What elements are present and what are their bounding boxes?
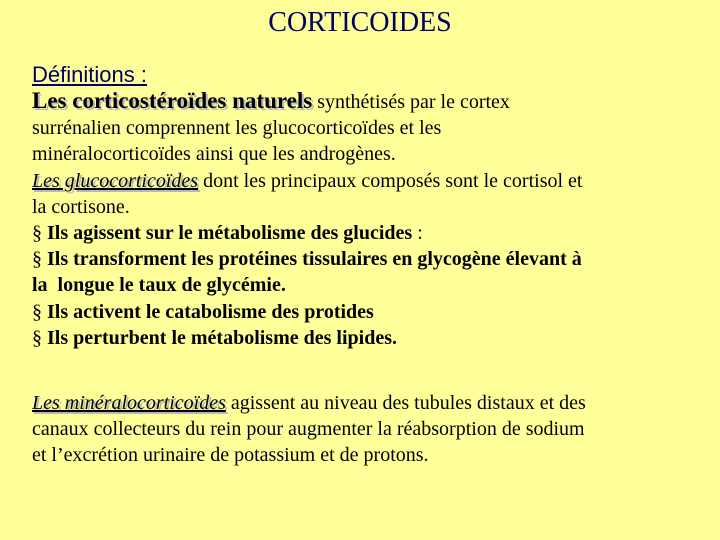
- gluco-line-2: la cortisone.: [32, 195, 130, 218]
- intro-term: Les corticostéroïdes naturels: [32, 88, 313, 113]
- gluco-bullet-4-text: Ils perturbent le métabolisme des lipides.: [42, 326, 397, 349]
- intro-line-3: minéralocorticoïdes ainsi que les androgènes.: [32, 143, 396, 166]
- intro-line-2: surrénalien comprennent les glucocorticoïdes et les: [32, 117, 442, 140]
- bullet-marker: §: [32, 222, 42, 245]
- mineralo-line-2: canaux collecteurs du rein pour augmenter la réabsorption de sodium: [32, 418, 585, 441]
- gluco-bullet-2-text: Ils transforment les protéines tissulaires en glycogène élevant à: [42, 248, 582, 271]
- gluco-bullet-4: [32, 325, 702, 351]
- definitions-heading-text: Définitions :: [32, 62, 147, 87]
- gluco-bullet-2-continuation: la longue le taux de glycémie.: [32, 274, 286, 297]
- gluco-term: Les glucocorticoïdes: [32, 169, 199, 192]
- gluco-bullet-3: [32, 299, 702, 325]
- bullet-marker: §: [32, 300, 42, 323]
- mineralo-line-1: [32, 390, 702, 416]
- intro-line-1: [32, 88, 702, 115]
- bullet-marker: §: [32, 326, 42, 349]
- gluco-bullet-3-text: Ils activent le catabolisme des protides: [42, 300, 374, 323]
- bullet-marker: §: [32, 248, 42, 271]
- gluco-bullet-1-text: Ils agissent sur le métabolisme des glucides: [42, 222, 413, 245]
- gluco-bullet-1-suffix: :: [412, 222, 423, 245]
- definitions-body: [32, 88, 702, 469]
- slide-title: CORTICOIDES: [268, 7, 452, 38]
- gluco-line-1: [32, 168, 702, 194]
- gluco-bullet-1: [32, 220, 702, 246]
- definitions-heading: [32, 60, 147, 90]
- gluco-bullet-2: [32, 246, 702, 272]
- intro-line-1-rest: synthétisés par le cortex: [312, 91, 510, 113]
- paragraph-spacer: [32, 351, 702, 390]
- mineralo-line-3: et l’excrétion urinaire de potassium et de protons.: [32, 444, 429, 467]
- gluco-line-1-rest: dont les principaux composés sont le cortisol et: [198, 169, 583, 192]
- mineralo-term: Les minéralocorticoïdes: [32, 392, 226, 415]
- mineralo-line-1-rest: agissent au niveau des tubules distaux et des: [225, 392, 586, 415]
